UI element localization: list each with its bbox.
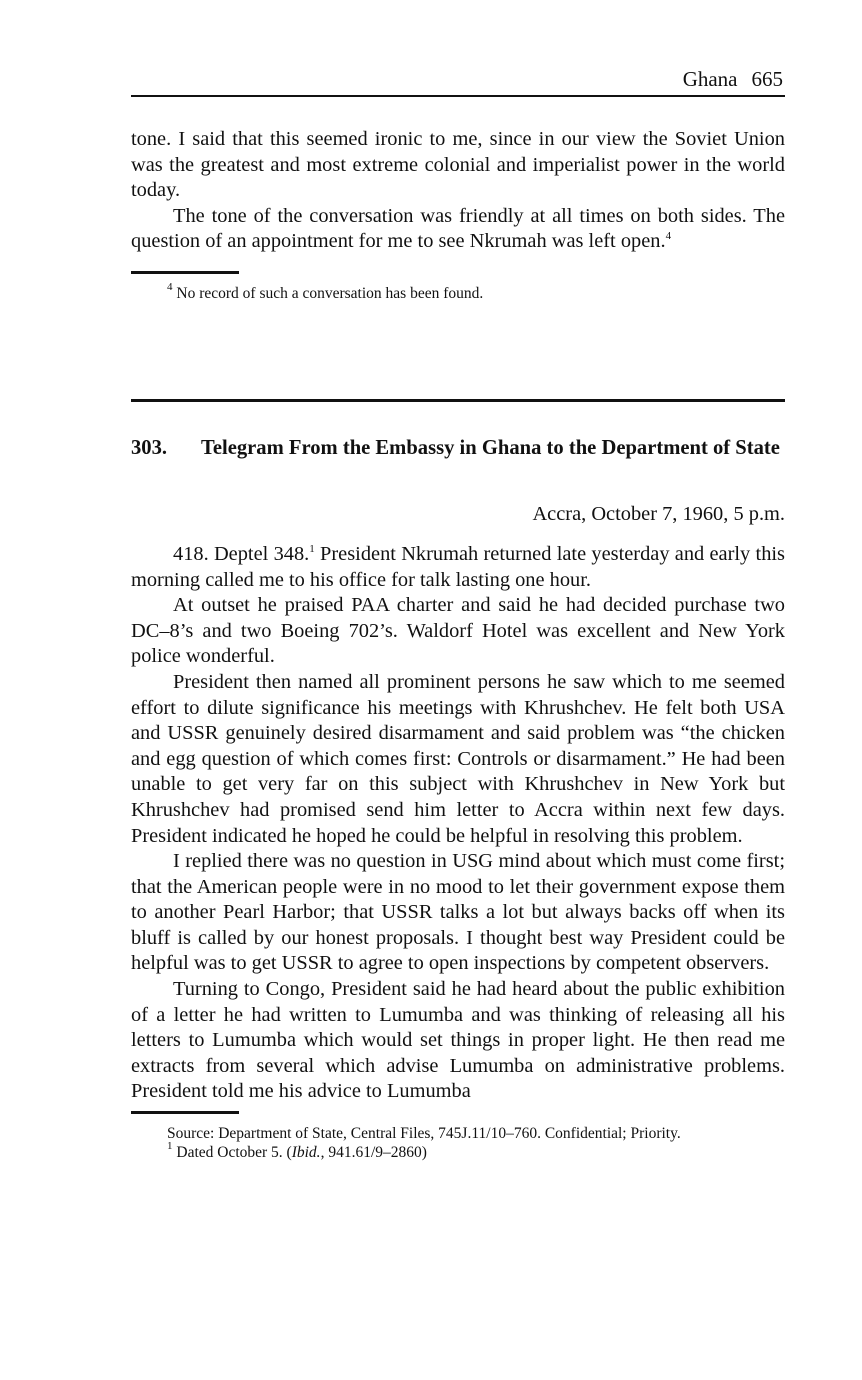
running-head-country: Ghana	[682, 67, 738, 91]
footnote-rule	[131, 271, 239, 274]
ibid-citation: Ibid.	[291, 1144, 321, 1162]
tone-paragraph-text: The tone of the conversation was friendly at all times on both sides. The question of an appointment for me to see Nkrumah was left open.	[131, 204, 785, 253]
footnote-4-text: No record of such a conversation has been found.	[176, 284, 484, 302]
tone-paragraph	[131, 204, 785, 255]
telegram-paragraph	[131, 542, 785, 593]
running-head	[131, 66, 785, 92]
footnote-1	[167, 1140, 785, 1162]
telegram-paragraph-text: President Nkrumah returned late yesterday and early this morning called me to his office for talk lasting one hour.	[131, 542, 785, 591]
book-page	[131, 66, 785, 1162]
header-rule	[131, 95, 785, 97]
dateline: Accra, October 7, 1960, 5 p.m.	[532, 502, 785, 525]
telegram-paragraph: I replied there was no question in USG mind about which must come first; that the American people were in no mood to let their government expose them to another Pearl Harbor; that USSR talks a lot but always backs off when its bluff is called by our honest proposals. I thought best way President could be helpful was to get USSR to agree to open inspections by competent observers.	[131, 850, 785, 975]
telegram-paragraph: Turning to Congo, President said he had heard about the public exhibition of a letter he had written to Lumumba and was thinking of releasing all his letters to Lumumba which would set things in proper light. He then read me extracts from several which advise Lumumba on administrative problems. President told me his advice to Lumumba	[131, 978, 785, 1103]
footnote-rule	[131, 1111, 239, 1114]
footnote-4-marker: 4	[167, 280, 173, 293]
footnote-1-text: Dated October 5. (	[172, 1144, 292, 1162]
continued-text	[131, 127, 785, 255]
document-heading	[131, 435, 785, 461]
footnote-ref-1: 1	[309, 542, 315, 555]
footnote-ref-4: 4	[665, 230, 672, 243]
page-number: 665	[751, 67, 783, 91]
telegram-paragraph: President then named all prominent persons he saw which to me seemed effort to dilute significance his meetings with Khrushchev. He felt both USA and USSR genuinely desired disarmament and said problem was “the chicken and egg question of which comes first: Controls or disarmament.” He had been unable to get very far on this subject with Khrushchev in New York but Khrushchev had promised send him letter to Accra within next few days. President indicated he hoped he could be helpful in resolving this problem.	[131, 670, 785, 847]
footnote-1-marker: 1	[167, 1140, 173, 1153]
footnote-4	[167, 280, 785, 303]
telegram-paragraph: At outset he praised PAA charter and said he had decided purchase two DC–8’s and two Boeing 702’s. Waldorf Hotel was excellent and New York police wonderful.	[131, 594, 785, 668]
deptel-reference: 418. Deptel 348.	[173, 542, 310, 565]
document-divider-rule	[131, 399, 785, 402]
telegram-text	[131, 542, 785, 1105]
source-note: Source: Department of State, Central Files, 745J.11/10–760. Confidential; Priority.	[167, 1125, 681, 1143]
document-title: Telegram From the Embassy in Ghana to the Department of State	[201, 436, 780, 459]
footnote-1-file-number: , 941.61/9–2860)	[320, 1144, 427, 1162]
continued-paragraph: tone. I said that this seemed ironic to me, since in our view the Soviet Union was the greatest and most extreme colonial and imperialist power in the world today.	[131, 128, 785, 202]
document-number: 303.	[131, 436, 168, 459]
